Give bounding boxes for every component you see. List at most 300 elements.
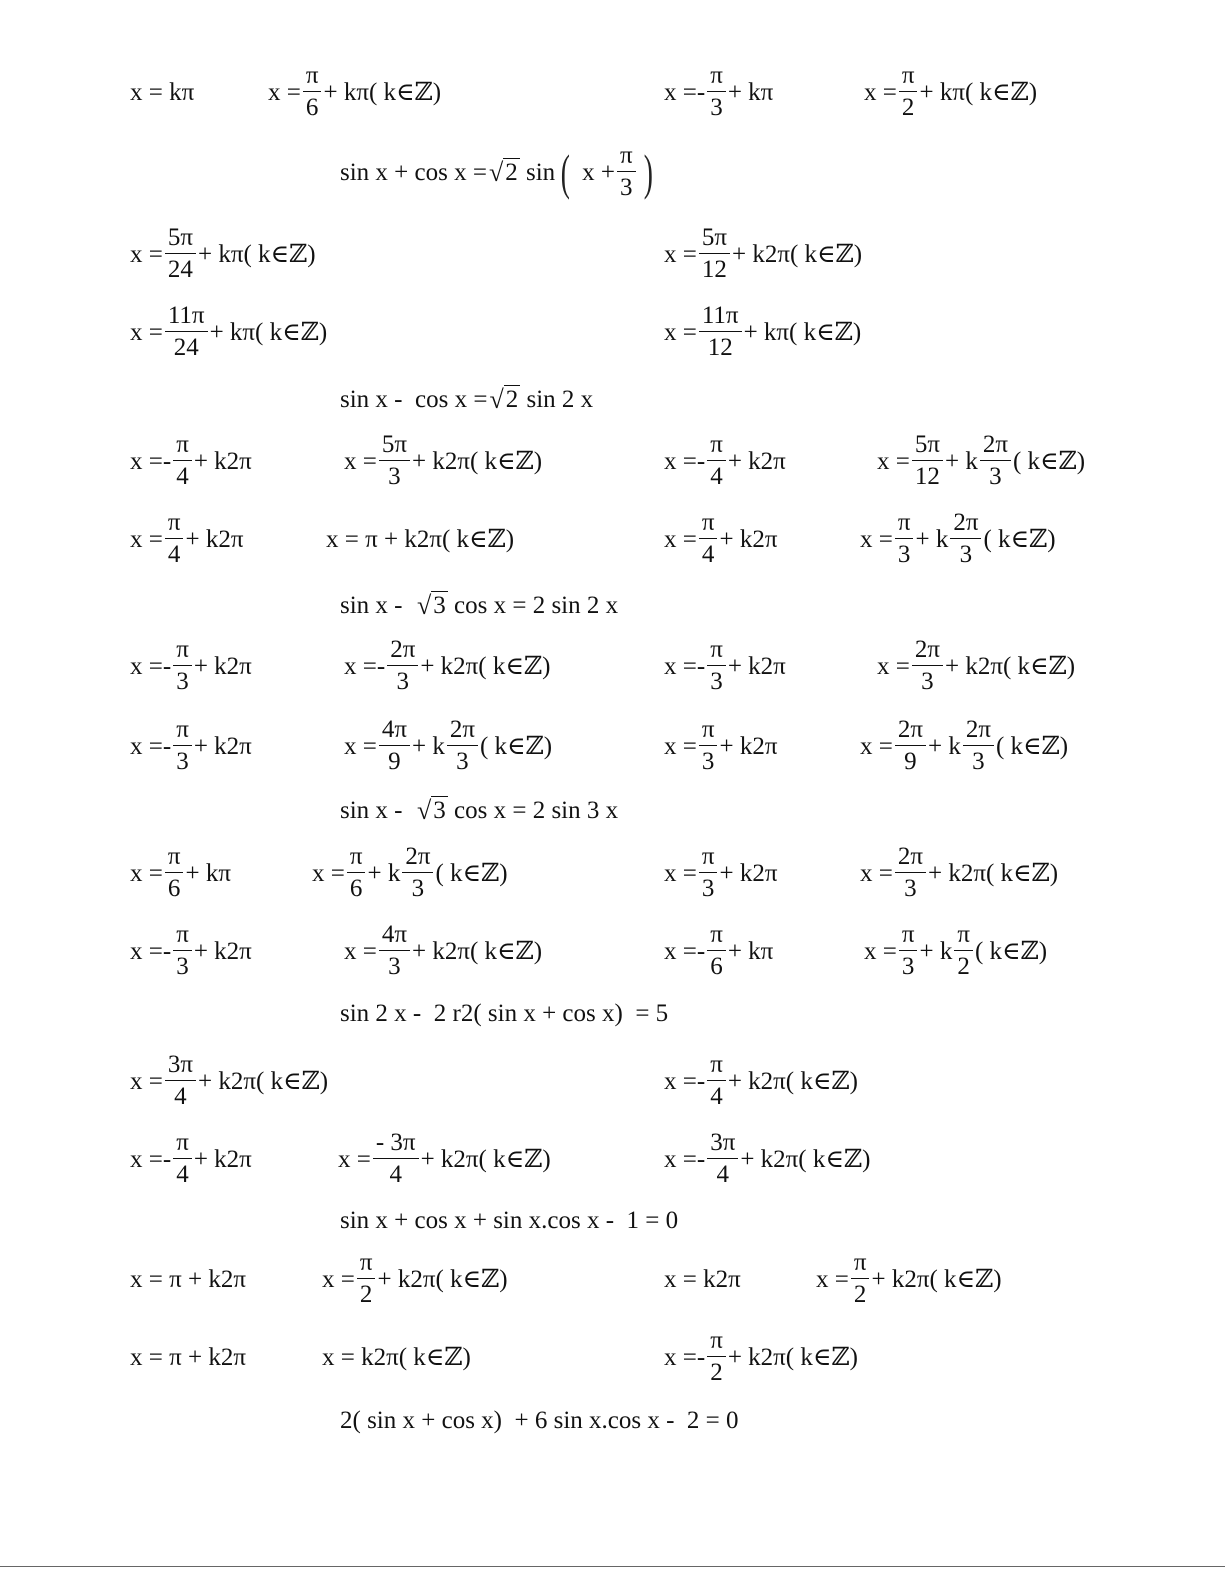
- answer-b2: [338, 1128, 551, 1188]
- math-text: 2( sin x + cos x) + 6 sin x.cos x - 2 = 0: [340, 1406, 739, 1434]
- equation-3: [340, 580, 618, 630]
- math-text: + k2π: [727, 652, 786, 680]
- numerator: π: [173, 1130, 192, 1159]
- denominator: 6: [167, 875, 181, 902]
- math-text: sin: [519, 158, 556, 186]
- answer-b: [268, 61, 442, 121]
- math-text: + k2π: [193, 447, 252, 475]
- numerator: 2π: [895, 717, 926, 746]
- fraction: [165, 303, 208, 362]
- denominator: 3: [396, 668, 409, 695]
- answer-d2: [864, 920, 1048, 980]
- answer-c2: [860, 842, 1059, 902]
- math-text: + k: [927, 732, 961, 760]
- math-text: + kπ( k∈ℤ): [323, 78, 442, 106]
- math-text: x =: [664, 318, 697, 346]
- math-text: x =-: [664, 1067, 706, 1095]
- answer-d: [864, 61, 1038, 121]
- answer-b: [130, 715, 252, 775]
- math-text: + k2π( k∈ℤ): [377, 1265, 508, 1293]
- answer-d: [664, 1128, 871, 1188]
- answer-d: [664, 301, 862, 361]
- footer-divider: [0, 1566, 1225, 1567]
- math-text: x =: [860, 732, 893, 760]
- fraction: [173, 1130, 192, 1189]
- fraction: [699, 510, 718, 569]
- radicand: 2: [505, 385, 519, 413]
- answer-c: [664, 635, 786, 695]
- numerator: π: [173, 717, 192, 746]
- fraction: [173, 717, 192, 776]
- math-text: x = π + k2π: [130, 1343, 246, 1371]
- math-text: sin x -: [340, 796, 415, 824]
- answer-d2: [860, 715, 1069, 775]
- equation-2: [340, 374, 593, 424]
- numerator: π: [851, 1250, 870, 1279]
- math-text: x =: [130, 525, 163, 553]
- math-text: x =: [130, 1067, 163, 1095]
- math-text: + k2π: [719, 732, 778, 760]
- math-text: sin x + cos x =: [340, 158, 487, 186]
- math-text: x =: [344, 447, 377, 475]
- math-text: + k2π( k∈ℤ): [927, 859, 1059, 887]
- fraction: [165, 844, 184, 903]
- math-text: + kπ: [727, 78, 774, 106]
- equation-1: [340, 141, 658, 201]
- math-text: + k2π: [719, 859, 778, 887]
- fraction: [895, 844, 926, 903]
- math-text: x =: [130, 318, 163, 346]
- math-text: + k: [411, 732, 445, 760]
- answer-a2: [322, 1248, 508, 1308]
- square-root: [417, 591, 448, 620]
- math-text: x =: [130, 859, 163, 887]
- denominator: 4: [710, 463, 723, 490]
- numerator: 2π: [895, 844, 926, 873]
- denominator: 3: [959, 541, 973, 568]
- fraction: [617, 143, 636, 202]
- math-text: + k: [919, 937, 953, 965]
- math-text: x =: [664, 732, 697, 760]
- math-text: + k2π( k∈ℤ): [731, 240, 863, 268]
- math-text: x =: [864, 78, 897, 106]
- fraction: [165, 510, 184, 569]
- denominator: 4: [701, 541, 715, 568]
- numerator: π: [165, 510, 184, 539]
- denominator: 4: [710, 1083, 723, 1110]
- math-text: x =-: [130, 447, 172, 475]
- math-text: x =: [322, 1265, 355, 1293]
- math-text: ( k∈ℤ): [435, 859, 508, 887]
- answer-c: [664, 223, 863, 283]
- denominator: 2: [359, 1281, 373, 1308]
- math-text: x =: [344, 732, 377, 760]
- denominator: 2: [901, 94, 915, 121]
- fraction: [699, 303, 742, 362]
- denominator: 3: [710, 94, 723, 121]
- math-text: + k2π( k∈ℤ): [727, 1067, 858, 1095]
- fraction: [707, 63, 726, 122]
- math-text: + kπ( k∈ℤ): [919, 78, 1038, 106]
- math-text: x =: [816, 1265, 849, 1293]
- answer-b: [130, 301, 328, 361]
- answer-b2: [344, 715, 553, 775]
- answer-c: [664, 61, 774, 121]
- numerator: π: [173, 922, 192, 951]
- numerator: 11π: [699, 303, 742, 332]
- denominator: 4: [176, 463, 189, 490]
- answer-d2: [860, 508, 1056, 568]
- denominator: 3: [972, 748, 985, 775]
- fraction: [699, 844, 718, 903]
- math-text: + k2π: [193, 732, 252, 760]
- answer-a2: [312, 842, 508, 902]
- math-text: sin 2 x - 2 r2( sin x + cos x) = 5: [340, 999, 669, 1027]
- math-text: x =-: [664, 937, 706, 965]
- math-text: + k2π( k∈ℤ): [411, 447, 543, 475]
- denominator: 3: [388, 953, 401, 980]
- numerator: 3π: [707, 1130, 738, 1159]
- equation-4: [340, 785, 618, 835]
- math-text: ( k∈ℤ): [974, 937, 1048, 965]
- denominator: 4: [716, 1161, 729, 1188]
- fraction: [963, 717, 994, 776]
- answer-d: [664, 1326, 858, 1386]
- fraction: [899, 63, 918, 122]
- numerator: π: [707, 1328, 726, 1357]
- fraction: [379, 717, 410, 776]
- answer-a: [130, 1254, 246, 1304]
- math-text: + k2π: [193, 1145, 252, 1173]
- answer-c2: [816, 1248, 1002, 1308]
- math-text: + k: [944, 447, 978, 475]
- denominator: 24: [173, 334, 199, 361]
- fraction: [899, 922, 918, 981]
- numerator: π: [165, 844, 184, 873]
- fraction: [707, 637, 726, 696]
- math-text: x =: [664, 240, 697, 268]
- math-text: x = π + k2π( k∈ℤ): [326, 525, 515, 553]
- numerator: π: [707, 432, 726, 461]
- fraction: [912, 637, 943, 696]
- math-text: x =: [860, 859, 893, 887]
- denominator: 6: [305, 94, 319, 121]
- denominator: 12: [914, 463, 940, 490]
- fraction: [165, 1052, 196, 1111]
- math-text: x = k2π( k∈ℤ): [322, 1343, 471, 1371]
- math-text: x =-: [664, 1145, 706, 1173]
- numerator: π: [699, 844, 718, 873]
- fraction: [950, 510, 981, 569]
- answer-b: [130, 508, 244, 568]
- numerator: π: [954, 922, 973, 951]
- math-text: x =-: [664, 652, 706, 680]
- square-root: [489, 158, 520, 187]
- math-text: + k2π( k∈ℤ): [420, 1145, 551, 1173]
- fraction: [851, 1250, 870, 1309]
- math-text: + k2π: [185, 525, 244, 553]
- math-text: x =-: [664, 447, 706, 475]
- answer-a: [130, 635, 252, 695]
- denominator: 3: [904, 875, 917, 902]
- answer-b2: [344, 920, 543, 980]
- denominator: 3: [176, 748, 189, 775]
- numerator: π: [617, 143, 636, 172]
- denominator: 3: [620, 174, 633, 201]
- math-text: sin x + cos x + sin x.cos x - 1 = 0: [340, 1206, 679, 1234]
- fraction: [173, 637, 192, 696]
- fraction: [357, 1250, 376, 1309]
- numerator: 4π: [379, 922, 410, 951]
- math-text: cos x = 2 sin 3 x: [447, 796, 619, 824]
- numerator: π: [899, 63, 918, 92]
- numerator: π: [173, 637, 192, 666]
- numerator: π: [707, 637, 726, 666]
- math-text: + kπ( k∈ℤ): [197, 240, 316, 268]
- radicand: 3: [433, 796, 446, 824]
- math-text: x =: [344, 937, 377, 965]
- fraction: [895, 510, 914, 569]
- fraction: [954, 922, 973, 981]
- fraction: [699, 717, 718, 776]
- numerator: 3π: [165, 1052, 196, 1081]
- math-text: x =: [860, 525, 893, 553]
- math-text: + k2π( k∈ℤ): [871, 1265, 1002, 1293]
- numerator: π: [899, 922, 918, 951]
- math-text: x =-: [130, 652, 172, 680]
- numerator: - 3π: [373, 1130, 419, 1159]
- fraction: [173, 432, 192, 491]
- numerator: π: [699, 717, 718, 746]
- numerator: 5π: [379, 432, 410, 461]
- denominator: 12: [707, 334, 733, 361]
- math-text: + k2π: [719, 525, 778, 553]
- denominator: 3: [411, 875, 425, 902]
- numerator: π: [707, 63, 726, 92]
- radicand: 3: [433, 591, 446, 619]
- numerator: π: [707, 922, 726, 951]
- fraction: [379, 922, 410, 981]
- denominator: 9: [388, 748, 401, 775]
- square-root: [489, 385, 520, 414]
- denominator: 3: [388, 463, 401, 490]
- fraction: [347, 844, 366, 903]
- answer-c: [664, 842, 778, 902]
- denominator: 9: [904, 748, 917, 775]
- equation-6: [340, 1195, 678, 1245]
- numerator: 2π: [402, 844, 433, 873]
- fraction: [912, 432, 943, 491]
- fraction: [447, 717, 478, 776]
- math-text: x =: [268, 78, 301, 106]
- fraction: [707, 1130, 738, 1189]
- denominator: 3: [901, 953, 915, 980]
- denominator: 3: [456, 748, 469, 775]
- answer-d: [664, 508, 778, 568]
- math-text: x =-: [130, 1145, 172, 1173]
- denominator: 3: [897, 541, 911, 568]
- numerator: π: [895, 510, 914, 539]
- numerator: 2π: [963, 717, 994, 746]
- denominator: 12: [701, 256, 727, 283]
- math-text: x =: [877, 652, 910, 680]
- denominator: 6: [349, 875, 363, 902]
- numerator: π: [303, 63, 322, 92]
- square-root: [417, 796, 448, 825]
- radical-sign-icon: √: [417, 796, 432, 826]
- math-text: + k2π( k∈ℤ): [411, 937, 543, 965]
- answer-c: [664, 1050, 858, 1110]
- math-text: x =: [338, 1145, 371, 1173]
- denominator: 4: [389, 1161, 402, 1188]
- math-text: x =-: [664, 1343, 706, 1371]
- math-text: + k2π( k∈ℤ): [420, 652, 551, 680]
- fraction: [373, 1130, 419, 1189]
- math-text: x =: [664, 859, 697, 887]
- math-text: x =: [312, 859, 345, 887]
- answer-c: [664, 430, 786, 490]
- fraction: [707, 432, 726, 491]
- equation-7: [340, 1395, 739, 1445]
- math-text: cos x = 2 sin 2 x: [447, 591, 619, 619]
- math-text: + k2π( k∈ℤ): [727, 1343, 858, 1371]
- math-text: ( k∈ℤ): [983, 525, 1056, 553]
- fraction: [303, 63, 322, 122]
- math-text: + kπ( k∈ℤ): [743, 318, 862, 346]
- answer-a: [130, 430, 252, 490]
- math-text: + k: [915, 525, 949, 553]
- denominator: 3: [701, 748, 715, 775]
- answer-a: [130, 223, 316, 283]
- answer-a2: [344, 430, 543, 490]
- fraction: [980, 432, 1011, 491]
- math-text: ( k∈ℤ): [995, 732, 1069, 760]
- answer-d: [664, 920, 774, 980]
- math-text: x =-: [664, 78, 706, 106]
- math-text: + k2π( k∈ℤ): [944, 652, 1076, 680]
- radical-sign-icon: √: [488, 158, 504, 188]
- fraction: [387, 637, 418, 696]
- math-text: + k2π( k∈ℤ): [197, 1067, 329, 1095]
- numerator: 5π: [699, 225, 730, 254]
- fraction: [895, 717, 926, 776]
- denominator: 6: [710, 953, 723, 980]
- math-text: + k: [367, 859, 401, 887]
- answer-b2: [326, 514, 514, 564]
- math-text: x = k2π: [664, 1265, 741, 1293]
- numerator: π: [357, 1250, 376, 1279]
- math-text: x =: [664, 525, 697, 553]
- denominator: 3: [989, 463, 1002, 490]
- denominator: 4: [174, 1083, 187, 1110]
- math-text: x =-: [130, 732, 172, 760]
- math-text: + kπ: [185, 859, 231, 887]
- numerator: 2π: [950, 510, 981, 539]
- numerator: π: [347, 844, 366, 873]
- denominator: 3: [176, 953, 189, 980]
- answer-a: [130, 67, 194, 117]
- math-text: sin x - cos x =: [340, 385, 488, 413]
- math-text: sin x -: [340, 591, 415, 619]
- math-text: + kπ: [727, 937, 774, 965]
- answer-b: [130, 920, 252, 980]
- numerator: π: [699, 510, 718, 539]
- math-text: x = kπ: [130, 78, 195, 106]
- answer-c2: [877, 635, 1076, 695]
- math-text: + k2π: [727, 447, 786, 475]
- numerator: 2π: [912, 637, 943, 666]
- numerator: 2π: [980, 432, 1011, 461]
- equation-5: [340, 988, 668, 1038]
- answer-b2: [322, 1332, 471, 1382]
- answer-b: [130, 1128, 252, 1188]
- denominator: 4: [176, 1161, 189, 1188]
- numerator: π: [707, 1052, 726, 1081]
- denominator: 2: [853, 1281, 867, 1308]
- math-text: + kπ( k∈ℤ): [209, 318, 328, 346]
- denominator: 3: [710, 668, 723, 695]
- denominator: 2: [957, 953, 970, 980]
- denominator: 4: [167, 541, 181, 568]
- radical-sign-icon: √: [417, 591, 432, 621]
- fraction: [707, 1328, 726, 1387]
- answer-c2: [877, 430, 1086, 490]
- denominator: 3: [701, 875, 715, 902]
- answer-c: [664, 1254, 741, 1304]
- left-paren-icon: (: [560, 144, 571, 200]
- radical-sign-icon: √: [489, 385, 504, 415]
- numerator: 5π: [912, 432, 943, 461]
- math-text: x =-: [344, 652, 386, 680]
- math-text: x =: [864, 937, 897, 965]
- numerator: 5π: [165, 225, 196, 254]
- answer-a: [130, 1050, 329, 1110]
- radicand: 2: [505, 158, 518, 186]
- numerator: 2π: [447, 717, 478, 746]
- denominator: 3: [176, 668, 189, 695]
- answer-d: [664, 715, 778, 775]
- numerator: π: [173, 432, 192, 461]
- math-text: + k2π: [193, 652, 252, 680]
- fraction: [165, 225, 196, 284]
- math-text: x =: [877, 447, 910, 475]
- numerator: 11π: [165, 303, 208, 332]
- fraction: [699, 225, 730, 284]
- math-text: + k2π: [193, 937, 252, 965]
- fraction: [402, 844, 433, 903]
- denominator: 3: [921, 668, 934, 695]
- math-text: x +: [575, 158, 615, 186]
- math-text: sin 2 x: [520, 385, 594, 413]
- math-text: x =-: [130, 937, 172, 965]
- math-text: ( k∈ℤ): [1012, 447, 1086, 475]
- fraction: [707, 922, 726, 981]
- math-text: + k2π( k∈ℤ): [740, 1145, 871, 1173]
- math-text: ( k∈ℤ): [479, 732, 553, 760]
- math-text: x = π + k2π: [130, 1265, 246, 1293]
- math-text: x =: [130, 240, 163, 268]
- fraction: [379, 432, 410, 491]
- answer-a2: [344, 635, 551, 695]
- numerator: 2π: [387, 637, 418, 666]
- numerator: 4π: [379, 717, 410, 746]
- fraction: [173, 922, 192, 981]
- fraction: [707, 1052, 726, 1111]
- answer-b: [130, 1332, 246, 1382]
- right-paren-icon: ): [643, 144, 653, 200]
- answer-a: [130, 842, 231, 902]
- denominator: 2: [710, 1359, 723, 1386]
